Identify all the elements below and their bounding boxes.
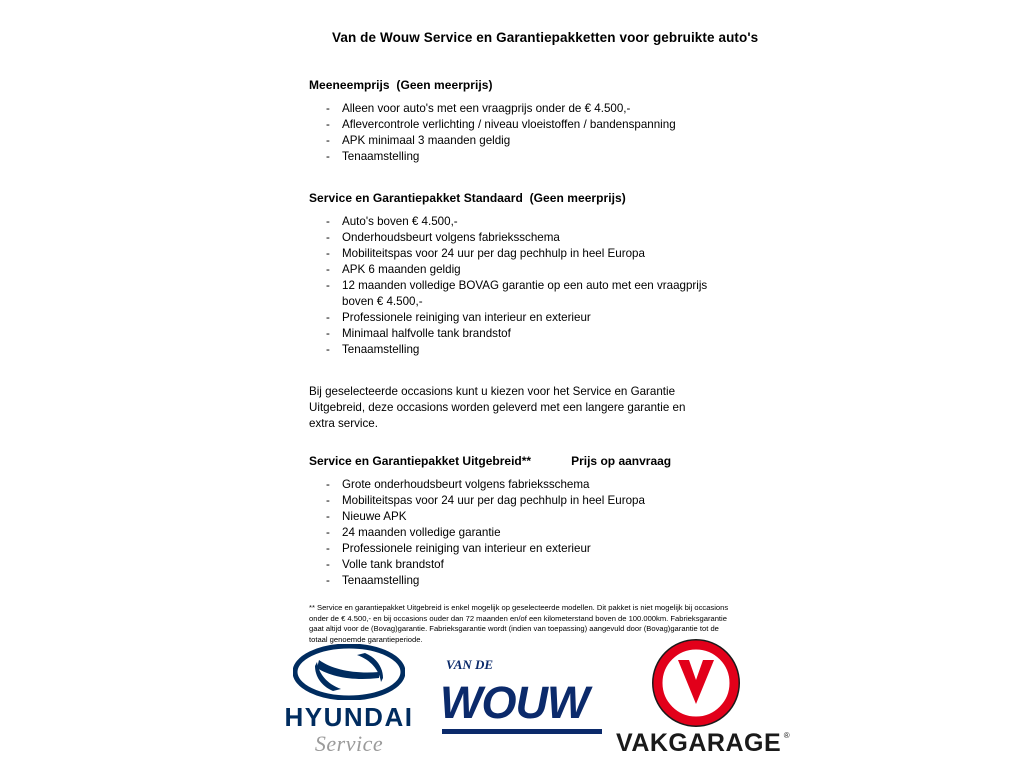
- section-heading-meeneemprijs: Meeneemprijs (Geen meerprijs): [309, 78, 493, 92]
- list-item-label: Alleen voor auto's met een vraagprijs onder de € 4.500,-: [342, 102, 631, 115]
- section-heading-uitgebreid: [309, 454, 739, 468]
- bullet-dash: -: [326, 494, 330, 507]
- list-item: [309, 246, 739, 262]
- list-item-label: Auto's boven € 4.500,-: [342, 215, 458, 228]
- list-item-label: Mobiliteitspas voor 24 uur per dag pechhulp in heel Europa: [342, 494, 645, 507]
- list-item: [309, 230, 739, 246]
- list-item-label: Minimaal halfvolle tank brandstof: [342, 327, 511, 340]
- list-item: [309, 278, 739, 310]
- list-item: [309, 326, 739, 342]
- list-item: [309, 541, 739, 557]
- list-item-label: APK minimaal 3 maanden geldig: [342, 134, 511, 147]
- bullet-dash: -: [326, 574, 330, 587]
- list-item-label: 12 maanden volledige BOVAG garantie op een auto met een vraagprijs boven € 4.500,-: [342, 279, 708, 308]
- price-on-request-label: Prijs op aanvraag: [571, 454, 672, 468]
- list-item-label: Mobiliteitspas voor 24 uur per dag pechhulp in heel Europa: [342, 247, 645, 260]
- section-heading-uitgebreid-label: Service en Garantiepakket Uitgebreid**: [309, 454, 532, 468]
- hyundai-wordmark: HYUNDAI: [284, 702, 414, 732]
- list-item: [309, 557, 739, 573]
- bullet-dash: -: [326, 510, 330, 523]
- bullet-dash: -: [326, 343, 330, 356]
- bullet-dash: -: [326, 102, 330, 115]
- bullet-dash: -: [326, 478, 330, 491]
- logo-row: [0, 636, 1024, 761]
- bullet-dash: -: [326, 215, 330, 228]
- intro-paragraph: Bij geselecteerde occasions kunt u kiezen voor het Service en Garantie Uitgebreid, deze occasions worden geleverd met een langere garantie en extra service.: [309, 385, 686, 430]
- bullet-list-uitgebreid: [309, 477, 739, 589]
- list-item: [309, 214, 739, 230]
- spacer: [309, 358, 739, 384]
- list-item: [309, 525, 739, 541]
- section-heading-standaard: Service en Garantiepakket Standaard (Geen meerprijs): [309, 191, 626, 205]
- list-item: [309, 477, 739, 493]
- bullet-dash: -: [326, 247, 330, 260]
- page-title: Van de Wouw Service en Garantiepakketten voor gebruikte auto's: [332, 30, 759, 45]
- vakgarage-wordmark: [616, 729, 791, 758]
- list-item-label: Professionele reiniging van interieur en exterieur: [342, 311, 591, 324]
- list-item-label: Onderhoudsbeurt volgens fabrieksschema: [342, 231, 560, 244]
- bullet-dash: -: [326, 279, 330, 292]
- vakgarage-v-icon: [651, 638, 741, 728]
- bullet-dash: -: [326, 231, 330, 244]
- list-item-label: APK 6 maanden geldig: [342, 263, 461, 276]
- bullet-dash: -: [326, 526, 330, 539]
- list-item: [309, 342, 739, 358]
- list-item-label: Nieuwe APK: [342, 510, 407, 523]
- list-item: [309, 262, 739, 278]
- spacer: [309, 165, 739, 191]
- vakgarage-logo: [616, 638, 791, 758]
- list-item-label: Tenaamstelling: [342, 343, 420, 356]
- bullet-dash: -: [326, 134, 330, 147]
- list-item: [309, 573, 739, 589]
- list-item-label: Tenaamstelling: [342, 150, 420, 163]
- list-item: [309, 310, 739, 326]
- hyundai-slanted-h-icon: [293, 644, 405, 700]
- spacer: [309, 589, 739, 603]
- list-item-label: Professionele reiniging van interieur en exterieur: [342, 542, 591, 555]
- bullet-dash: -: [326, 263, 330, 276]
- list-item: [309, 149, 739, 165]
- list-item: [309, 117, 739, 133]
- list-item: [309, 493, 739, 509]
- bullet-dash: -: [326, 118, 330, 131]
- bullet-dash: -: [326, 327, 330, 340]
- bullet-list-meeneemprijs: [309, 101, 739, 165]
- footnote-text: ** Service en garantiepakket Uitgebreid is enkel mogelijk op geselecteerde modellen. Dit pakket is niet mogelijk bij occasions onder de € 4.500,- en bij occasions ouder dan 72 maanden en/of een kilometerstand boven de 100.000km. Fabrieksgarantie gaat altijd voor de (Bovag)garantie. Fabrieksgarantie wordt (indien van toepassing) aangevuld door (Bovag)garantie tot de totaal genoemde garantieperiode.: [309, 603, 729, 644]
- van-de-wouw-underline: [442, 729, 602, 734]
- list-item: [309, 133, 739, 149]
- van-de-wouw-wordmark: WOUW: [440, 677, 589, 728]
- registered-mark: ®: [783, 731, 791, 740]
- list-item-label: Grote onderhoudsbeurt volgens fabrieksschema: [342, 478, 590, 491]
- van-de-wouw-subtitle: VAN DE: [446, 657, 494, 672]
- bullet-dash: -: [326, 558, 330, 571]
- spacer: [309, 432, 739, 454]
- vakgarage-wordmark-label: VAKGARAGE: [616, 729, 782, 757]
- list-item: [309, 101, 739, 117]
- list-item-label: Volle tank brandstof: [342, 558, 444, 571]
- document-body: [309, 78, 739, 645]
- bullet-dash: -: [326, 150, 330, 163]
- hyundai-logo: [274, 644, 424, 757]
- bullet-dash: -: [326, 311, 330, 324]
- list-item-label: Tenaamstelling: [342, 574, 420, 587]
- list-item-label: 24 maanden volledige garantie: [342, 526, 501, 539]
- list-item-label: Aflevercontrole verlichting / niveau vloeistoffen / bandenspanning: [342, 118, 676, 131]
- list-item: [309, 509, 739, 525]
- bullet-list-standaard: [309, 214, 739, 358]
- bullet-dash: -: [326, 542, 330, 555]
- hyundai-service-tagline: Service: [314, 731, 384, 756]
